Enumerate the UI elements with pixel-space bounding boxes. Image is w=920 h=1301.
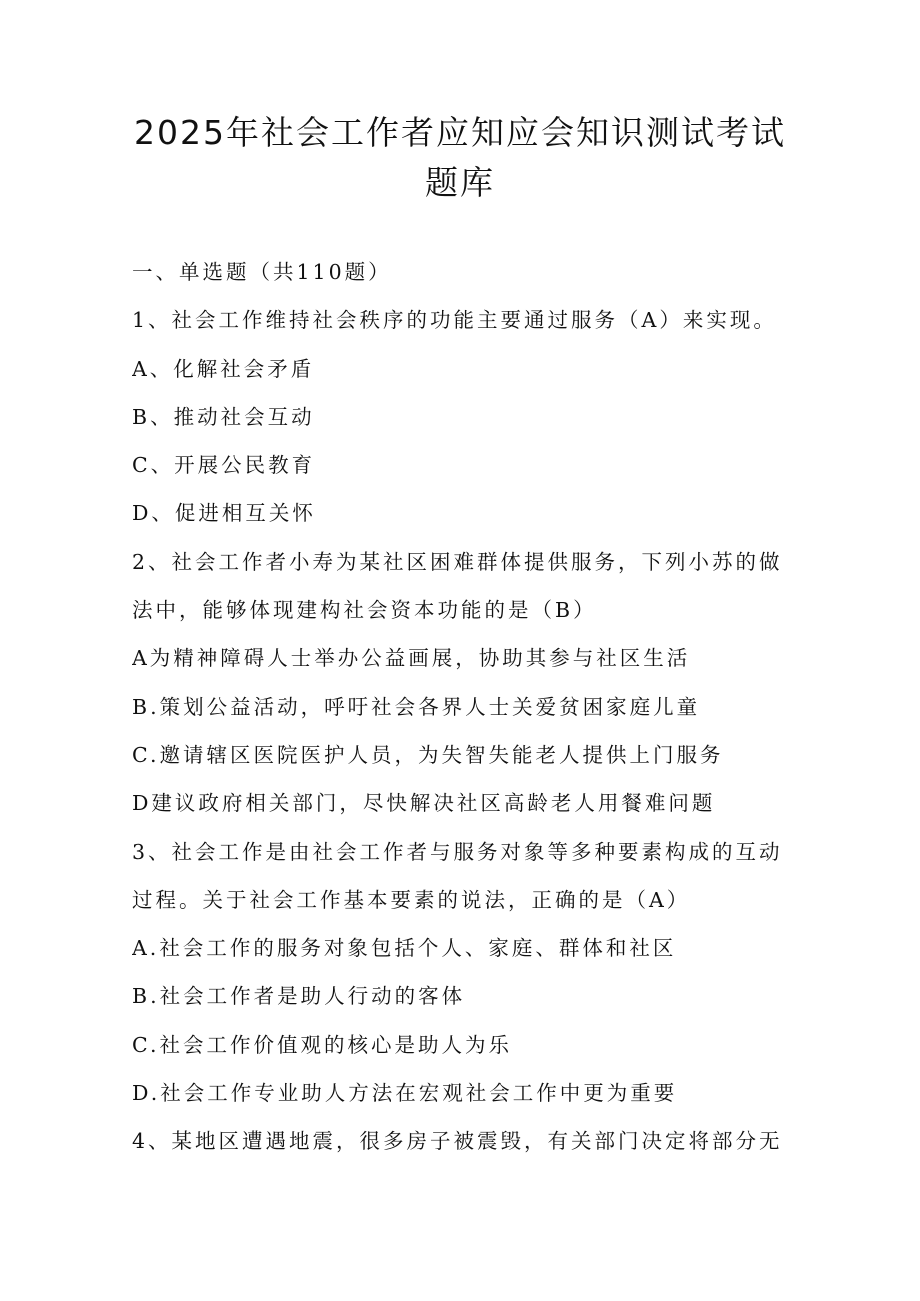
- q2-option-a: A为精神障碍人士举办公益画展，协助其参与社区生活: [132, 646, 691, 671]
- question-4-line-1: 4、某地区遭遇地震，很多房子被震毁，有关部门决定将部分无: [132, 1129, 783, 1154]
- title-line-1: 2025年社会工作者应知应会知识测试考试: [134, 113, 786, 152]
- title-line-2: 题库: [425, 163, 495, 202]
- question-3-line-2: 过程。关于社会工作基本要素的说法，正确的是（A）: [132, 887, 691, 912]
- q2-option-d: D建议政府相关部门，尽快解决社区高龄老人用餐难问题: [132, 791, 716, 816]
- q1-option-d: D、促进相互关怀: [132, 501, 316, 526]
- q1-option-c: C、开展公民教育: [132, 453, 316, 478]
- question-2-line-2: 法中，能够体现建构社会资本功能的是（B）: [132, 598, 597, 623]
- question-3-line-1: 3、社会工作是由社会工作者与服务对象等多种要素构成的互动: [132, 839, 783, 864]
- section-heading: 一、单选题（共110题）: [132, 260, 392, 284]
- q2-option-b: B.策划公益活动，呼吁社会各界人士关爱贫困家庭儿童: [132, 694, 701, 719]
- q1-option-a: A、化解社会矛盾: [132, 356, 315, 381]
- q3-option-a: A.社会工作的服务对象包括个人、家庭、群体和社区: [132, 936, 677, 961]
- document-title: [100, 108, 820, 208]
- question-1: 1、社会工作维持社会秩序的功能主要通过服务（A）来实现。: [132, 308, 777, 333]
- q1-option-b: B、推动社会互动: [132, 404, 315, 429]
- question-2-line-1: 2、社会工作者小寿为某社区困难群体提供服务，下列小苏的做: [132, 549, 783, 574]
- q2-option-c: C.邀请辖区医院医护人员，为失智失能老人提供上门服务: [132, 742, 724, 767]
- q3-option-b: B.社会工作者是助人行动的客体: [132, 984, 466, 1009]
- q3-option-d: D.社会工作专业助人方法在宏观社会工作中更为重要: [132, 1081, 678, 1106]
- q3-option-c: C.社会工作价值观的核心是助人为乐: [132, 1032, 512, 1057]
- document-body: [132, 248, 792, 1166]
